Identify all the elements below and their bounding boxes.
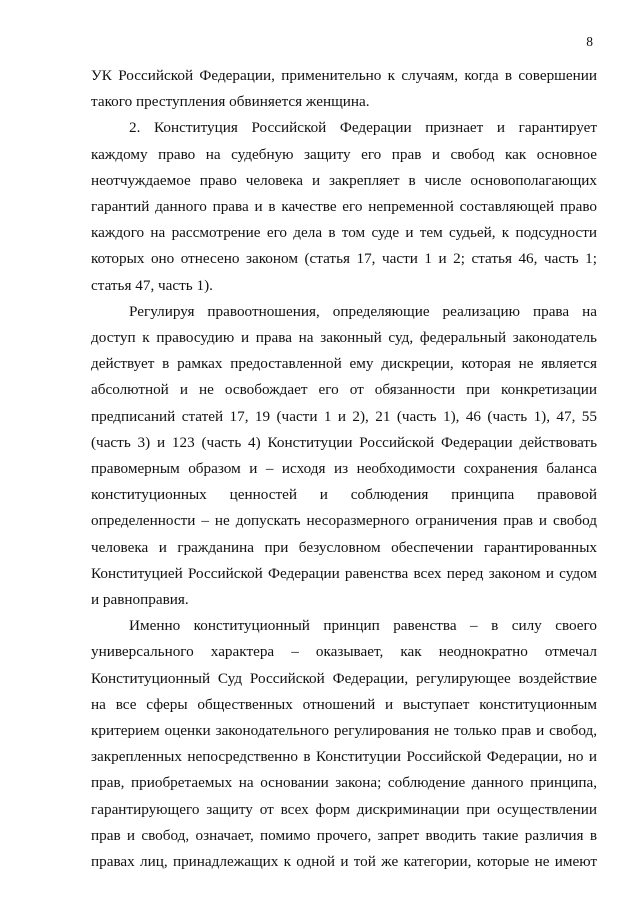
text-line: конституционных ценностей и соблюдения принципа правовой [91, 486, 597, 504]
text-line: критерием оценки законодательного регулирования не только прав и свобод, [91, 722, 597, 740]
text-line: правах лиц, принадлежащих к одной и той же категории, которые не имеют [91, 853, 597, 871]
text-line: Регулируя правоотношения, определяющие реализацию права на [129, 302, 597, 320]
text-line: Именно конституционный принцип равенства – в силу своего [129, 617, 597, 635]
text-line: гарантий данного права и в качестве его непременной составляющей право [91, 198, 597, 216]
text-line: человека и гражданина при безусловном обеспечении гарантированных [91, 538, 597, 556]
text-line: статья 47, часть 1). [91, 276, 213, 294]
paragraph [91, 115, 597, 298]
text-line: прав, приобретаемых на основании закона; соблюдение данного принципа, [91, 774, 597, 792]
text-line: правомерным образом и – исходя из необходимости сохранения баланса [91, 460, 597, 478]
text-line: которых оно отнесено законом (статья 17, части 1 и 2; статья 46, часть 1; [91, 250, 597, 268]
paragraph [91, 63, 597, 115]
text-line: каждому право на судебную защиту его прав и свобод как основное [91, 145, 597, 163]
text-line: определенности – не допускать несоразмерного ограничения прав и свобод [91, 512, 597, 530]
text-line: и равноправия. [91, 591, 189, 609]
text-line: гарантирующего защиту от всех форм дискриминации при осуществлении [91, 800, 597, 818]
text-line: Конституцией Российской Федерации равенства всех перед законом и судом [91, 564, 597, 582]
paragraph [91, 613, 597, 875]
text-line: на все сферы общественных отношений и выступает конституционным [91, 695, 597, 713]
text-line: предписаний статей 17, 19 (части 1 и 2), 21 (часть 1), 46 (часть 1), 47, 55 [91, 407, 597, 425]
page-number: 8 [586, 34, 593, 49]
text-line: доступ к правосудию и права на законный суд, федеральный законодатель [91, 329, 597, 347]
text-line: Конституционный Суд Российской Федерации, регулирующее воздействие [91, 669, 597, 687]
text-line: такого преступления обвиняется женщина. [91, 93, 370, 111]
text-line: неотчуждаемое право человека и закрепляет в числе основополагающих [91, 171, 597, 189]
text-line: прав и свобод, означает, помимо прочего, запрет вводить такие различия в [91, 826, 597, 844]
paragraph [91, 299, 597, 613]
text-line: абсолютной и не освобождает его от обязанности при конкретизации [91, 381, 597, 399]
text-line: (часть 3) и 123 (часть 4) Конституции Российской Федерации действовать [91, 433, 597, 451]
text-line: УК Российской Федерации, применительно к случаям, когда в совершении [91, 67, 597, 84]
body-text [91, 63, 597, 875]
text-line: каждого на рассмотрение его дела в том суде и тем судьей, к подсудности [91, 224, 597, 242]
text-line: закрепленных непосредственно в Конституции Российской Федерации, но и [91, 748, 597, 766]
text-line: 2. Конституция Российской Федерации признает и гарантирует [129, 119, 597, 137]
text-line: действует в рамках предоставленной ему дискреции, которая не является [91, 355, 597, 373]
text-line: универсального характера – оказывает, как неоднократно отмечал [91, 643, 597, 661]
